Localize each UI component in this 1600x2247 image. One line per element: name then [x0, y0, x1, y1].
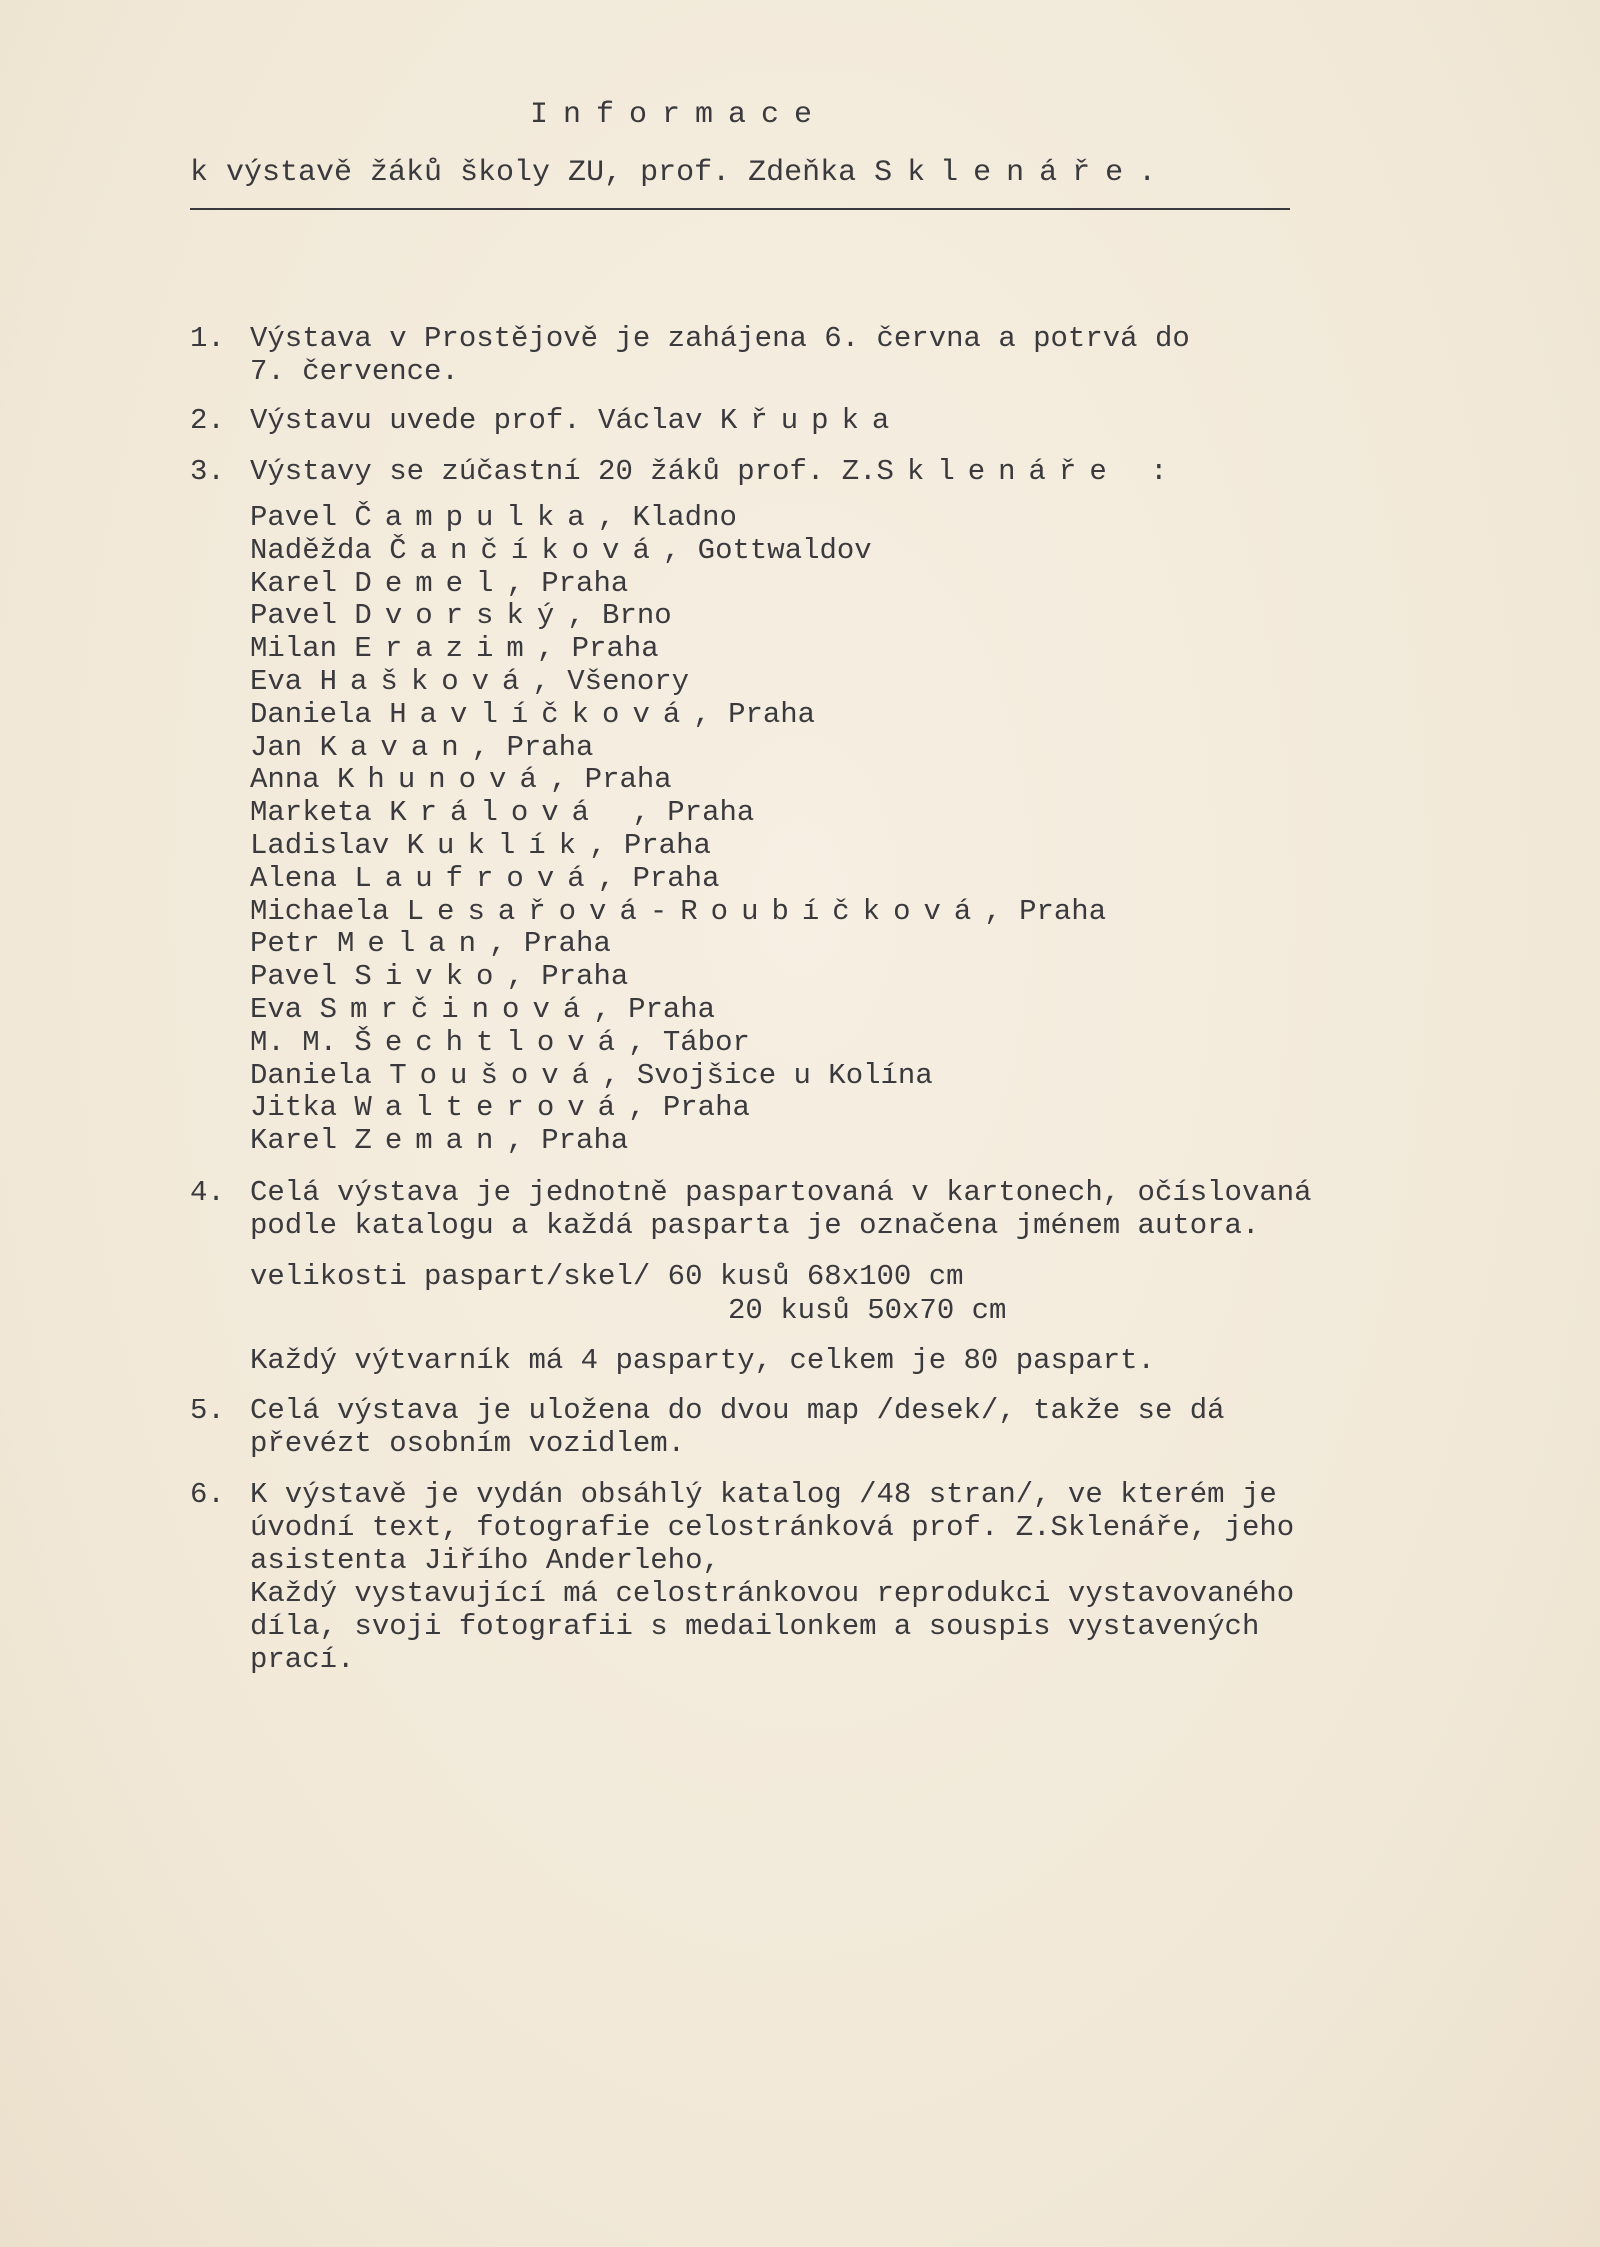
list-item [250, 699, 1106, 732]
student-first-name: Petr [250, 927, 320, 961]
student-place: , Svojšice u Kolína [602, 1058, 933, 1092]
student-first-name: Pavel [250, 501, 338, 534]
item-text-prefix: Výstavu uvede prof. Václav [250, 404, 720, 437]
item-text-line: 7. července. [250, 355, 459, 388]
student-last-name: Havlíčková [389, 697, 694, 731]
list-item [250, 535, 1106, 568]
item-text-line: úvodní text, fotografie celostránková prof. Z.Sklenáře, jeho [250, 1511, 1295, 1544]
item-text-line: prací. [250, 1643, 355, 1676]
student-first-name: Daniela [250, 697, 372, 731]
student-list [250, 502, 1106, 1158]
student-last-name: Walterová [354, 1091, 629, 1125]
student-last-name: Šechtlová [354, 1025, 629, 1059]
student-last-name: Kuklík [406, 828, 590, 862]
student-first-name: Pavel [250, 960, 338, 994]
student-last-name: Kavan [319, 730, 472, 764]
sizes-line: velikosti paspart/skel/ 60 kusů 68x100 cm [250, 1260, 964, 1293]
list-item [250, 1125, 1106, 1158]
document-title: Informace [530, 98, 828, 132]
item-text [250, 455, 1181, 488]
subtitle-suffix: . [1138, 156, 1157, 190]
item-text-line: Výstava v Prostějově je zahájena 6. června a potrvá do [250, 322, 1190, 355]
sizes-line-2: 20 kusů 50x70 cm [728, 1294, 1007, 1327]
student-last-name: Lesařová-Roubíčková [406, 894, 985, 928]
student-place: , Praha [506, 960, 629, 994]
student-place: , Praha [489, 927, 611, 961]
item-text-line: Celá výstava je uložena do dvou map /desek/, takže se dá [250, 1394, 1225, 1427]
student-first-name: Daniela [250, 1058, 372, 1092]
teacher-name: Sklenáře : [876, 455, 1181, 488]
student-place: , Praha [506, 566, 629, 600]
student-last-name: Čampulka [354, 501, 598, 534]
student-place: , Praha [536, 632, 659, 666]
student-first-name: Eva [250, 664, 303, 698]
student-last-name: Sivko [354, 960, 507, 994]
student-first-name: Ladislav [250, 828, 390, 862]
list-item [250, 633, 1106, 666]
list-item [250, 1060, 1106, 1093]
list-item [250, 896, 1106, 929]
student-first-name: Pavel [250, 599, 338, 633]
student-place: , Praha [589, 828, 711, 862]
student-last-name: Dvorský [354, 599, 568, 633]
student-last-name: Smrčinová [319, 992, 594, 1026]
student-first-name: Naděžda [250, 533, 372, 567]
student-place: , Tábor [628, 1025, 750, 1059]
item-text-line: Každý vystavující má celostránkovou reprodukci vystavovaného [250, 1577, 1295, 1610]
speaker-name: Křupka [719, 404, 903, 437]
student-place: , Praha [693, 697, 816, 731]
student-place: , Praha [984, 894, 1107, 928]
student-first-name: Anna [250, 763, 320, 797]
item-text-line: Celá výstava je jednotně paspartovaná v kartonech, očíslovaná [250, 1176, 1312, 1209]
item-text-line: podle katalogu a každá pasparta je označena jménem autora. [250, 1209, 1260, 1242]
list-item [250, 732, 1106, 765]
list-item [250, 830, 1106, 863]
student-last-name: Khunová [337, 763, 550, 797]
item-text-prefix: Výstavy se zúčastní 20 žáků prof. Z. [250, 455, 877, 488]
item-text [250, 404, 902, 437]
list-item [250, 568, 1106, 601]
student-first-name: Jitka [250, 1091, 338, 1125]
student-place: , Praha [632, 796, 755, 830]
item-number: 5. [190, 1394, 225, 1427]
student-first-name: Marketa [250, 796, 372, 830]
student-last-name: Čančíková [389, 533, 663, 567]
student-last-name: Toušová [389, 1058, 603, 1092]
student-first-name: Karel [250, 1124, 338, 1158]
item-text-line: díla, svoji fotografii s medailonkem a souspis vystavených [250, 1610, 1260, 1643]
list-item [250, 502, 1106, 535]
student-first-name: Alena [250, 861, 338, 895]
list-item [250, 1092, 1106, 1125]
student-place: , Kladno [597, 501, 737, 534]
item-number: 1. [190, 322, 225, 355]
student-place: , Všenory [532, 664, 690, 698]
student-last-name: Erazim [354, 632, 537, 666]
student-first-name: Michaela [250, 894, 390, 928]
student-place: , Praha [593, 992, 716, 1026]
list-item [250, 797, 1106, 830]
subtitle-prefix: k výstavě žáků školy ZU, prof. Zdeňka [190, 156, 875, 190]
item-number: 2. [190, 404, 225, 437]
student-last-name: Demel [354, 566, 507, 600]
list-item [250, 863, 1106, 896]
student-last-name: Hašková [319, 664, 533, 698]
student-last-name: Laufrová [354, 861, 598, 895]
student-first-name: Jan [250, 730, 303, 764]
student-first-name: Milan [250, 632, 338, 666]
student-first-name: Eva [250, 992, 303, 1026]
student-place: , Praha [471, 730, 594, 764]
student-first-name: M. M. [250, 1025, 338, 1059]
student-place: , Praha [597, 861, 720, 895]
student-first-name: Karel [250, 566, 338, 600]
student-place: , Gottwaldov [662, 533, 872, 567]
document-subtitle [190, 156, 1156, 190]
student-last-name: Zeman [354, 1124, 507, 1158]
item-text-line: převézt osobním vozidlem. [250, 1427, 686, 1460]
header-rule [190, 208, 1290, 210]
list-item [250, 764, 1106, 797]
subtitle-name: Sklenáře [874, 156, 1139, 190]
item-number: 6. [190, 1478, 225, 1511]
total-line: Každý výtvarník má 4 pasparty, celkem je 80 paspart. [250, 1344, 1155, 1377]
item-number: 4. [190, 1176, 225, 1209]
item-number: 3. [190, 455, 225, 488]
list-item [250, 666, 1106, 699]
student-place: , Brno [567, 599, 672, 633]
list-item [250, 928, 1106, 961]
item-text-line: asistenta Jiřího Anderleho, [250, 1544, 720, 1577]
student-place: , Praha [549, 763, 672, 797]
student-place: , Praha [628, 1091, 750, 1125]
student-place: , Praha [506, 1124, 629, 1158]
list-item [250, 994, 1106, 1027]
student-last-name: Králová [389, 796, 633, 830]
student-last-name: Melan [337, 927, 490, 961]
list-item [250, 961, 1106, 994]
item-text-line: K výstavě je vydán obsáhlý katalog /48 stran/, ve kterém je [250, 1478, 1277, 1511]
list-item [250, 600, 1106, 633]
list-item [250, 1027, 1106, 1060]
